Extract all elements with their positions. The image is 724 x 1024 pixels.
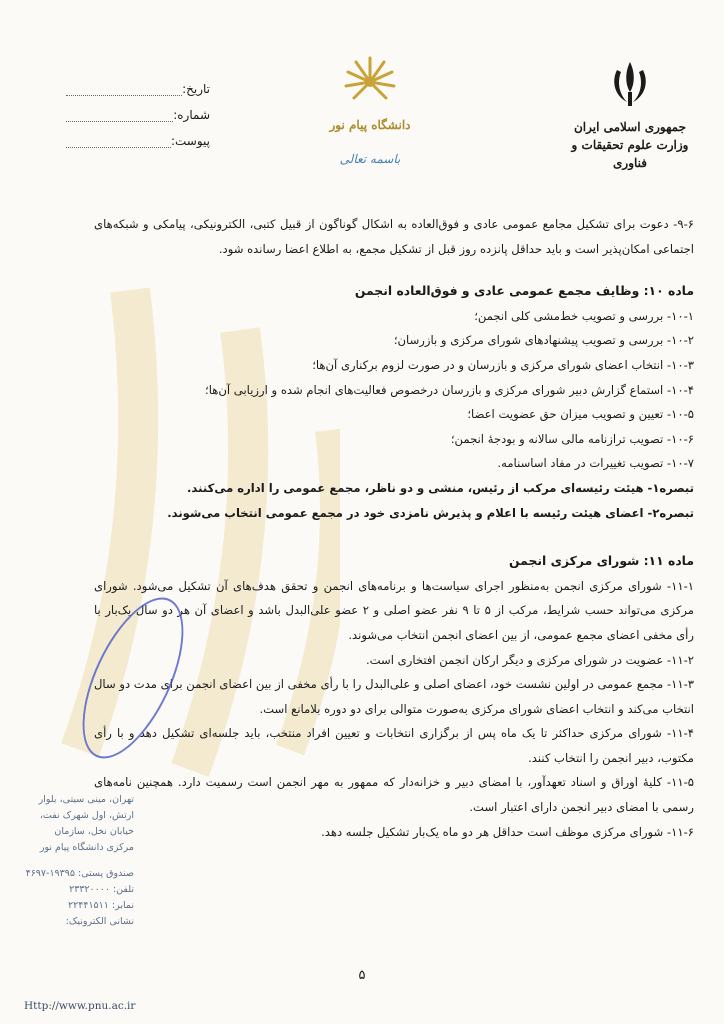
attachment-field [60,122,210,148]
phone: تلفن: ۲۳۳۲۰۰۰۰ [69,884,134,895]
number-field [60,96,210,122]
article-10-item: ۱۰-۳- انتخاب اعضای شورای مرکزی و بازرسان و در صورت لزوم برکناری آن‌ها؛ [312,357,694,372]
country-name: جمهوری اسلامی ایران [573,120,687,134]
attachment-blank [66,137,171,148]
ministry-name: وزارت علوم تحقیقات و فناوری [571,138,689,170]
bismillah: باسمه تعالی [339,152,401,166]
article-11-item: ۱۱-۴- شورای مرکزی حداکثر تا یک ماه پس از برگزاری انتخابات و تعیین افراد منتخب، باید جلسه‌ای تشکیل دهد و با رأی مکتوب، دبیر انجمن را انتخاب کنند. [94,726,694,765]
note-1: تبصره۱- هیئت رئیسه‌ای مرکب از رئیس، منشی و دو ناظر، مجمع عمومی را اداره می‌کنند. [187,480,694,495]
contact-info [24,792,134,930]
website-link[interactable]: Http://www.pnu.ac.ir [24,1000,136,1012]
article-10-item: ۱۰-۴- استماع گزارش دبیر شورای مرکزی و بازرسان درخصوص فعالیت‌های انجام شده و ارزیابی آن‌ها؛ [205,382,694,397]
page-number: ۵ [358,968,366,983]
fax: نمابر: ۲۲۴۴۱۵۱۱ [68,900,134,911]
ministry-header [560,58,700,172]
article-11-item: ۱۱-۵- کلیهٔ اوراق و اسناد تعهدآور، با امضای دبیر و خزانه‌دار که ممهور به مهر انجمن است رسمیت دارد. همچنین نامه‌های رسمی با امضای دبیر انجمن دارای اعتبار است. [94,775,694,815]
article-11-item: ۱۱-۶- شورای مرکزی موظف است حداقل هر دو ماه یک‌بار تشکیل جلسه دهد. [321,824,694,839]
article-10-item: ۱۰-۷- تصویب تغییرات در مفاد اساسنامه. [497,456,694,471]
po-box: صندوق پستی: ۱۹۳۹۵-۴۶۹۷ [25,868,134,879]
clause-9-6: ۹-۶- دعوت برای تشکیل مجامع عمومی عادی و فوق‌العاده به اشکال گوناگون از قبیل کتبی، الکترونیکی، پیامکی و شبکه‌های اجتماعی امکان‌پذیر است و باید حداقل پانزده روز قبل از تشکیل مجمع، به اطلاع اعضا رسانده شود. [94,217,694,256]
note-2: تبصره۲- اعضای هیئت رئیسه با اعلام و پذیرش نامزدی خود در مجمع عمومی انتخاب می‌شوند. [167,505,694,520]
attachment-label: پیوست: [170,134,210,148]
article-10-item: ۱۰-۱- بررسی و تصویب خط‌مشی کلی انجمن؛ [474,308,694,323]
number-blank [66,111,173,122]
iran-emblem-icon [607,58,653,108]
university-header [320,52,420,166]
letter-meta [60,70,210,148]
university-name: دانشگاه پیام نور [329,118,411,132]
email-label: نشانی الکترونیک: [65,916,134,927]
article-11-item: ۱۱-۳- مجمع عمومی در اولین نشست خود، اعضای اصلی و علی‌البدل را با رأی مخفی از بین اعضای انجمن برای مدت دو سال انتخاب می‌کند و انتخاب اعضای شورای مرکزی به‌صورت متوالی برای دو دوره بلامانع است. [93,677,694,716]
article-10-item: ۱۰-۶- تصویب ترازنامه مالی سالانه و بودجهٔ انجمن؛ [450,431,694,446]
date-field [60,70,210,96]
address: تهران، مینی سیتی، بلوار ارتش، اول شهرک نفت، خیابان نخل، سازمان مرکزی دانشگاه پیام نور [38,794,134,853]
document-body [94,212,694,844]
date-blank [66,85,182,96]
number-label: شماره: [173,108,210,122]
article-11-item: ۱۱-۲- عضویت در شورای مرکزی و دیگر ارکان انجمن افتخاری است. [365,652,694,667]
article-10-item: ۱۰-۲- بررسی و تصویب پیشنهادهای شورای مرکزی و بازرسان؛ [393,333,694,348]
article-11-title: ماده ۱۱: شورای مرکزی انجمن [509,553,694,569]
pnu-logo-icon [340,52,400,112]
article-11-item: ۱۱-۱- شورای مرکزی انجمن به‌منظور اجرای سیاست‌ها و برنامه‌های انجمن و تحقق هدف‌های آن تشکیل می‌شود. شورای مرکزی می‌تواند حسب شرایط، مرکب از ۵ تا ۹ نفر عضو اصلی و ۲ عضو علی‌البدل باشد و اعضای آن هر دو سال یک‌بار با رأی مخفی اعضای مجمع عمومی، از بین اعضای انجمن انتخاب می‌شوند. [94,578,694,642]
date-label: تاریخ: [182,82,210,96]
article-10-title: ماده ۱۰: وظایف مجمع عمومی عادی و فوق‌العاده انجمن [354,283,694,299]
article-10-item: ۱۰-۵- تعیین و تصویب میزان حق عضویت اعضا؛ [467,407,694,422]
